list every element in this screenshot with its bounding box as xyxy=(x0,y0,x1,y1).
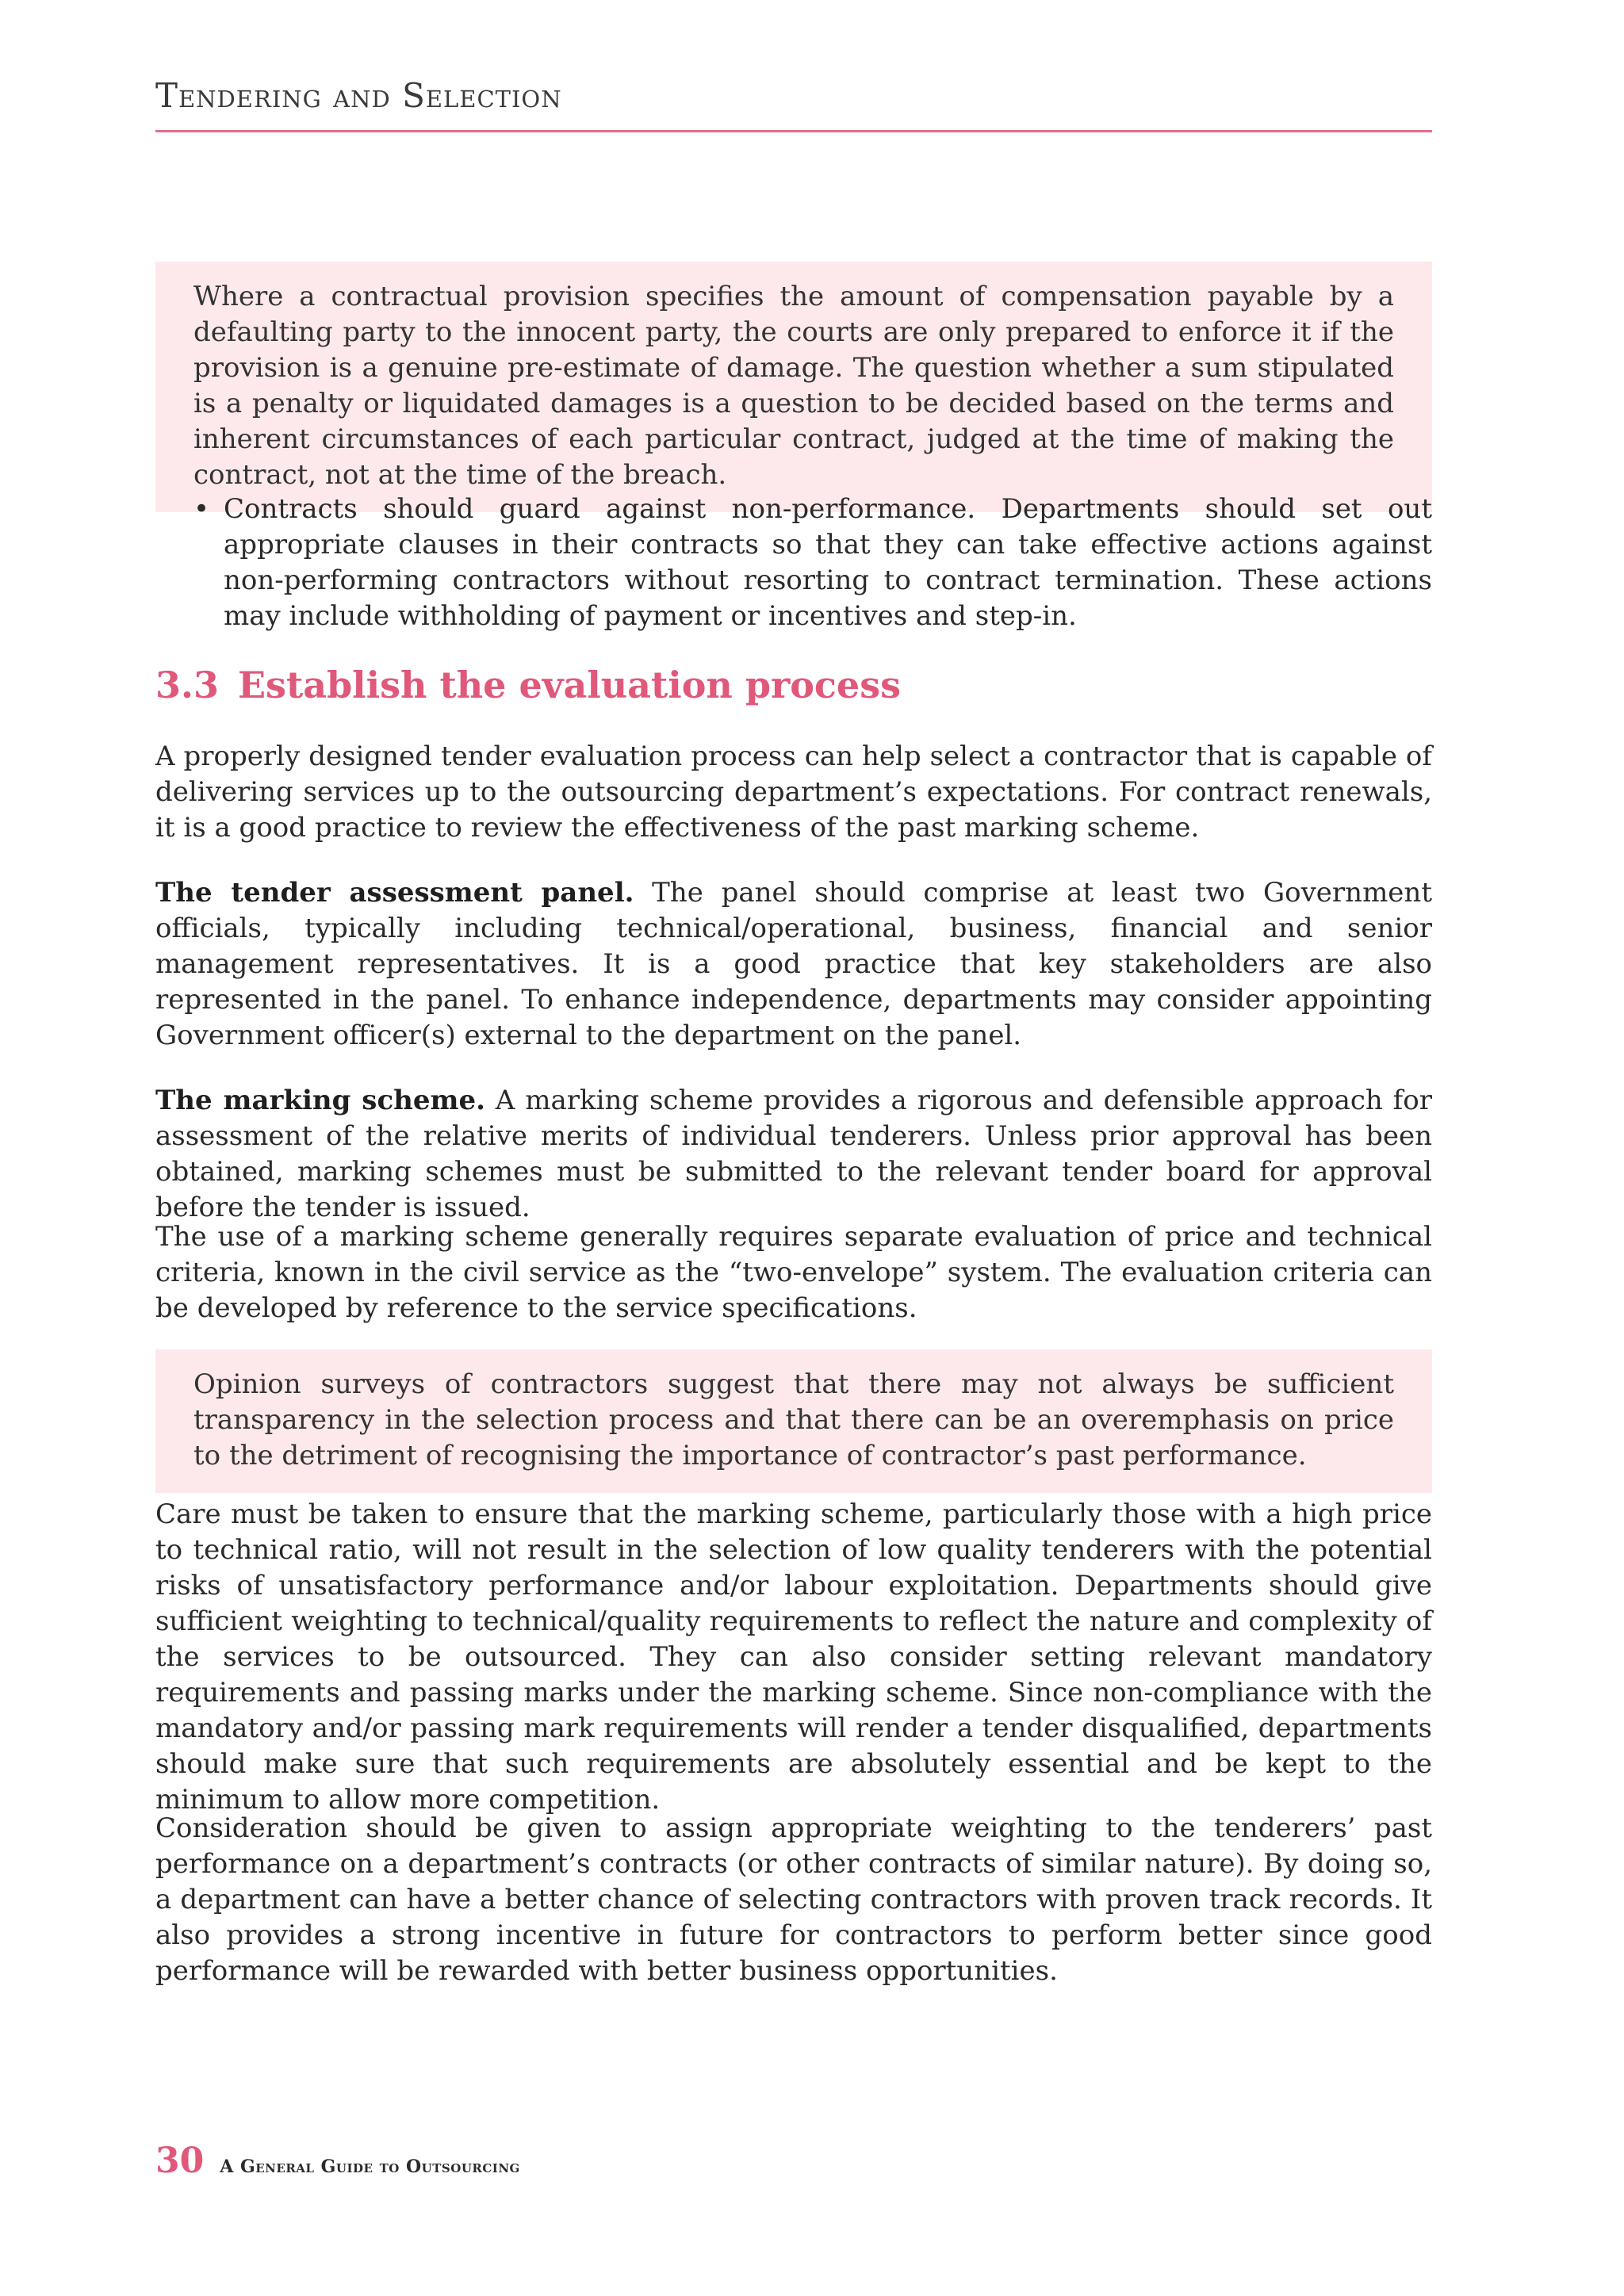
section-heading xyxy=(155,663,1432,707)
paragraph xyxy=(155,1083,1432,1226)
section-number: 3.3 xyxy=(155,664,220,706)
paragraph-text: A marking scheme provides a rigorous and defensible approach for assessment of the relative merits of individual tenderers. Unless prior approval has been obtained, marking schemes must be submitted to the relevant tender board for approval before the tender is issued. xyxy=(155,1085,1432,1223)
bullet-item xyxy=(155,492,1432,634)
running-header: Tendering and Selection xyxy=(155,79,1432,132)
two-envelope-paragraph xyxy=(155,1219,1432,1326)
callout-box xyxy=(155,1349,1432,1493)
callout-box xyxy=(155,262,1432,512)
consideration-paragraph xyxy=(155,1811,1432,1989)
callout-liquidated-damages xyxy=(155,262,1432,512)
callout-opinion-surveys xyxy=(155,1349,1432,1493)
marking-paragraph xyxy=(155,1083,1432,1226)
paragraph xyxy=(155,875,1432,1054)
page-number: 30 xyxy=(155,2141,205,2181)
bullet-text: Contracts should guard against non-performance. Departments should set out appropriate clauses in their contracts so that they can take effective actions against non-performing contractors without resorting to contract termination. These actions may include withholding of payment or incentives and step-in. xyxy=(224,493,1432,632)
callout-text: Opinion surveys of contractors suggest that there may not always be sufficient transparency in the selection process and that there can be an overemphasis on price to the detriment of recognising the importance of contractor’s past performance. xyxy=(193,1368,1394,1471)
paragraph: Care must be taken to ensure that the marking scheme, particularly those with a high price to technical ratio, will not result in the selection of low quality tenderers with the potential risks of unsatisfactory performance and/or labour exploitation. Departments should give sufficient weighting to technical/quality requirements to reflect the nature and complexity of the services to be outsourced. They can also consider setting relevant mandatory requirements and passing marks under the marking scheme. Since non-compliance with the mandatory and/or passing mark requirements will render a tender disqualified, departments should make sure that such requirements are absolutely essential and be kept to the minimum to allow more competition. xyxy=(155,1498,1432,1816)
paragraph: The use of a marking scheme generally requires separate evaluation of price and technical criteria, known in the civil service as the “two-envelope” system. The evaluation criteria can be developed by reference to the service specifications. xyxy=(155,1221,1432,1324)
publication-title: A General Guide to Outsourcing xyxy=(220,2156,520,2177)
paragraph: A properly designed tender evaluation process can help select a contractor that is capable of delivering services up to the outsourcing department’s expectations. For contract renewals, it is a good practice to review the effectiveness of the past marking scheme. xyxy=(155,740,1432,844)
care-paragraph xyxy=(155,1497,1432,1818)
section-title xyxy=(155,663,1432,707)
run-in-heading: The tender assessment panel. xyxy=(155,877,634,909)
page-footer xyxy=(155,2141,520,2181)
paragraph-text: The panel should comprise at least two Government officials, typically including technical/operational, business, financial and senior management representatives. It is a good practice that key stakeholders are also represented in the panel. To enhance independence, departments may consider appointing Government officer(s) external to the department on the panel. xyxy=(155,877,1432,1051)
section-title-text: Establish the evaluation process xyxy=(238,664,901,706)
run-in-heading: The marking scheme. xyxy=(155,1085,485,1116)
panel-paragraph xyxy=(155,875,1432,1054)
bullet-list-section xyxy=(155,492,1432,634)
bullet-list xyxy=(155,492,1432,634)
callout-text: Where a contractual provision specifies the amount of compensation payable by a defaulting party to the innocent party, the courts are only prepared to enforce it if the provision is a genuine pre-estimate of damage. The question whether a sum stipulated is a penalty or liquidated damages is a question to be decided based on the terms and inherent circumstances of each particular contract, judged at the time of making the contract, not at the time of the breach. xyxy=(193,281,1394,491)
bullet-icon: • xyxy=(193,493,210,525)
paragraph: Consideration should be given to assign appropriate weighting to the tenderers’ past performance on a department’s contracts (or other contracts of similar nature). By doing so, a department can have a better chance of selecting contractors with proven track records. It also provides a strong incentive in future for contractors to perform better since good performance will be rewarded with better business opportunities. xyxy=(155,1812,1432,1987)
intro-paragraph xyxy=(155,739,1432,846)
